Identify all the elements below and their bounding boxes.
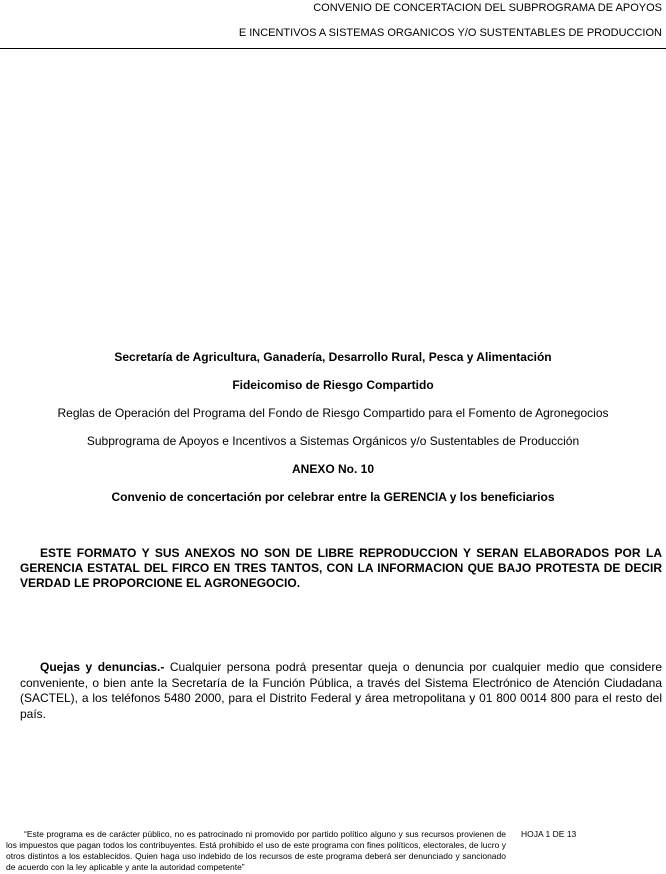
header-divider: [0, 48, 666, 49]
complaints-label: Quejas y denuncias.-: [40, 660, 165, 674]
complaints-paragraph: [20, 660, 662, 722]
convenio-title: Convenio de concertación por celebrar entre la GERENCIA y los beneficiarios: [111, 490, 555, 504]
complaints-text: Cualquier persona podrá presentar queja o denuncia por cualquier medio que considere conveniente, o bien ante la Secretaría de la Función Pública, a través del Sistema Electrónico de Atención Ciudadana (SACTEL), a los teléfonos 5480 2000, para el Distrito Federal y área metropolitana y 01 800 0014 800 para el resto del país.: [20, 660, 662, 721]
anexo-title: ANEXO No. 10: [291, 462, 375, 476]
page-number: HOJA 1 DE 13: [521, 829, 577, 839]
footer-legend: “Este programa es de carácter público, no es patrocinado ni promovido por partido político alguno y sus recursos provienen de los impuestos que pagan todos los contribuyentes. Está prohibido el uso de este programa con fines políticos, electorales, de lucro y otros distintos a los establecidos. Quien haga uso indebido de los recursos de este programa deberá ser denunciado y sancionado de acuerdo con la ley aplicable y ante la autoridad competente”: [6, 829, 506, 872]
header-line-1: CONVENIO DE CONCERTACION DEL SUBPROGRAMA DE APOYOS: [313, 2, 662, 14]
header-line-2: E INCENTIVOS A SISTEMAS ORGANICOS Y/O SUSTENTABLES DE PRODUCCION: [238, 27, 662, 39]
secretaria-title: Secretaría de Agricultura, Ganadería, Desarrollo Rural, Pesca y Alimentación: [114, 350, 552, 364]
subprograma-title: Subprograma de Apoyos e Incentivos a Sistemas Orgánicos y/o Sustentables de Producción: [86, 434, 580, 448]
reproduction-notice: ESTE FORMATO Y SUS ANEXOS NO SON DE LIBRE REPRODUCCION Y SERAN ELABORADOS POR LA GERENCIA ESTATAL DEL FIRCO EN TRES TANTOS, CON LA INFORMACION QUE BAJO PROTESTA DE DECIR VERDAD LE PROPORCIONE EL AGRONEGOCIO.: [20, 546, 662, 590]
fideicomiso-title: Fideicomiso de Riesgo Compartido: [232, 378, 434, 392]
reglas-title: Reglas de Operación del Programa del Fondo de Riesgo Compartido para el Fomento de Agronegocios: [57, 406, 609, 420]
